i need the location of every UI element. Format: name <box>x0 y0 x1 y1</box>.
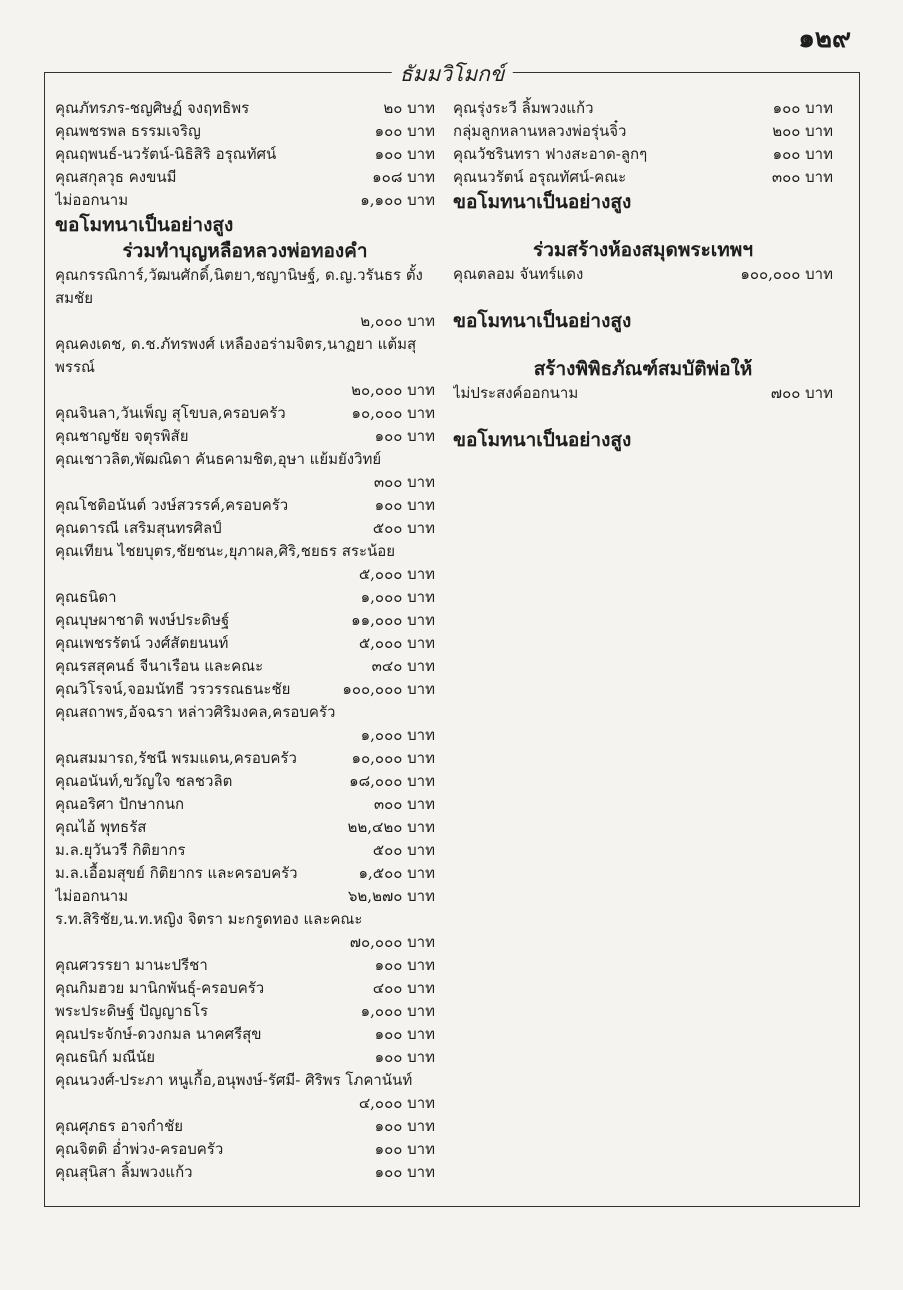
page-number: ๑๒๙ <box>798 24 851 54</box>
donor-name: ไม่ประสงค์ออกนาม <box>453 384 579 402</box>
donor-name: คุณบุษผาชาติ พงษ์ประดิษฐ์ <box>55 611 230 629</box>
donor-entry <box>453 382 833 405</box>
donor-amount: ๑๐,๐๐๐ บาท <box>351 404 435 422</box>
section-title: ร่วมทำบุญหลือหลวงพ่อทองคำ <box>122 240 368 262</box>
donor-name: คุณเทียน ไชยบุตร,ชัยชนะ,ยุภาผล,ศิริ,ชยธร สระน้อย <box>55 542 396 560</box>
donor-entry <box>55 333 435 402</box>
donor-amount: ๑๐๐ บาท <box>374 145 435 163</box>
donor-amount: ๑๐๐ บาท <box>374 1140 435 1158</box>
thanks-heading: ขอโมทนาเป็นอย่างสูง <box>55 214 234 236</box>
donor-entry <box>55 747 435 770</box>
donor-name: คุณตลอม จันทร์แดง <box>453 265 584 283</box>
left-donor-list <box>55 264 435 1184</box>
donor-name: กลุ่มลูกหลานหลวงพ่อรุ่นจิ๋ว <box>453 122 627 140</box>
donor-amount: ๗๐๐ บาท <box>770 384 833 402</box>
donor-amount: ๕,๐๐๐ บาท <box>358 634 435 652</box>
donor-name: ม.ล.เอื้อมสุขย์ กิติยากร และครอบครัว <box>55 864 298 882</box>
donor-entry <box>55 632 435 655</box>
donor-amount: ๑๐๐,๐๐๐ บาท <box>740 265 833 283</box>
donor-amount: ๔,๐๐๐ บาท <box>358 1094 435 1112</box>
donor-entry <box>55 793 435 816</box>
donor-entry <box>55 1115 435 1138</box>
donor-name: ร.ท.สิริชัย,น.ท.หญิง จิตรา มะกรูดทอง และคณะ <box>55 910 363 928</box>
donor-amount: ๑๐๐ บาท <box>374 1117 435 1135</box>
left-column <box>55 97 435 1184</box>
donor-name: คุณกิมฮวย มานิกพันธุ์-ครอบครัว <box>55 979 265 997</box>
donor-entry <box>55 678 435 701</box>
donor-entry <box>55 1046 435 1069</box>
donor-amount: ๑๐๐ บาท <box>374 122 435 140</box>
donor-name: คุณสุนิสา ลิ้มพวงแก้ว <box>55 1163 193 1181</box>
donor-amount: ๑,๐๐๐ บาท <box>360 726 435 744</box>
donor-name: คุณนวงศ์-ประภา หนูเกื้อ,อนุพงษ์-รัศมี- ศิริพร โภคานันท์ <box>55 1071 413 1089</box>
donor-entry <box>55 586 435 609</box>
donor-amount: ๑,๕๐๐ บาท <box>358 864 435 882</box>
donor-name: คุณรุ่งระวี ลิ้มพวงแก้ว <box>453 99 594 117</box>
donor-entry <box>55 770 435 793</box>
donor-amount: ๔๐๐ บาท <box>372 979 435 997</box>
donor-entry <box>55 701 435 747</box>
donor-amount: ๑๘,๐๐๐ บาท <box>349 772 435 790</box>
donor-name: คุณดารณี เสริมสุนทรศิลป์ <box>55 519 222 537</box>
donor-amount: ๑๐๐,๐๐๐ บาท <box>342 680 435 698</box>
donor-entry <box>55 885 435 908</box>
donor-name: คุณภัทรภร-ชญศิษฏ์ จงฤทธิพร <box>55 99 250 117</box>
donor-entry <box>55 540 435 586</box>
donor-name: คุณจินลา,วันเพ็ญ สุโขบล,ครอบครัว <box>55 404 286 422</box>
donor-name: คุณประจักษ์-ดวงกมล นาคศรีสุข <box>55 1025 262 1043</box>
donor-entry <box>55 402 435 425</box>
donor-amount: ๑,๑๐๐ บาท <box>360 191 435 209</box>
donor-entry <box>453 263 833 286</box>
donor-entry <box>55 977 435 1000</box>
donor-amount: ๑๐๐ บาท <box>374 427 435 445</box>
donor-name: คุณไอ้ พุทธรัส <box>55 818 147 836</box>
donor-amount: ๓๐๐ บาท <box>373 795 435 813</box>
donor-amount: ๒๒,๔๒๐ บาท <box>347 818 435 836</box>
donor-name: คุณสถาพร,อัจฉรา หล่าวศิริมงคล,ครอบครัว <box>55 703 336 721</box>
donor-amount: ๒๐,๐๐๐ บาท <box>351 381 435 399</box>
thanks-heading: ขอโมทนาเป็นอย่างสูง <box>453 310 632 332</box>
donor-name: คุณรสสุคนธ์ จีนาเรือน และคณะ <box>55 657 264 675</box>
donor-list-frame <box>44 62 860 1207</box>
donor-name: คุณศุภธร อาจกำชัย <box>55 1117 184 1135</box>
donor-entry <box>55 1138 435 1161</box>
donor-name: คุณนวรัตน์ อรุณทัศน์-คณะ <box>453 168 627 186</box>
donor-name: คุณศวรรยา มานะปรีชา <box>55 956 208 974</box>
donor-entry <box>55 120 435 143</box>
donor-amount: ๑,๐๐๐ บาท <box>360 1002 435 1020</box>
donor-amount: ๑,๐๐๐ บาท <box>360 588 435 606</box>
donor-amount: ๖๒,๒๗๐ บาท <box>347 887 435 905</box>
donor-entry <box>55 425 435 448</box>
donor-name: คุณกรรณิการ์,วัฒนศักดิ์,นิตยา,ชญานิษฐ์, ด.ญ.วรันธร ตั้งสมชัย <box>55 266 423 307</box>
donor-entry <box>55 517 435 540</box>
donor-entry <box>55 862 435 885</box>
donor-entry <box>55 954 435 977</box>
donor-entry <box>55 264 435 333</box>
donor-name: คุณอนันท์,ขวัญใจ ชลชวลิต <box>55 772 233 790</box>
donor-amount: ๒๐๐ บาท <box>772 122 833 140</box>
donor-name: คุณเชาวลิต,พัฒณิดา คันธคามชิต,อุษา แย้มยังวิทย์ <box>55 450 382 468</box>
donor-amount: ๑๑,๐๐๐ บาท <box>351 611 435 629</box>
donor-amount: ๓๐๐ บาท <box>373 473 435 491</box>
donor-amount: ๑๐๐ บาท <box>772 99 833 117</box>
donor-amount: ๑๐๐ บาท <box>772 145 833 163</box>
right-column <box>453 97 833 453</box>
donor-amount: ๓๔๐ บาท <box>371 657 435 675</box>
donor-amount: ๓๐๐ บาท <box>771 168 833 186</box>
donor-name: คุณฤพนธ์-นวรัตน์-นิธิสิริ อรุณทัศน์ <box>55 145 277 163</box>
donor-amount: ๕๐๐ บาท <box>372 519 435 537</box>
donor-entry <box>55 655 435 678</box>
donor-amount: ๑๐๐ บาท <box>374 1048 435 1066</box>
donor-entry <box>55 1069 435 1115</box>
donor-amount: ๗๐,๐๐๐ บาท <box>349 933 435 951</box>
donor-name: คุณจิตติ อ่ำพ่วง-ครอบครัว <box>55 1140 224 1158</box>
donor-name: ไม่ออกนาม <box>55 191 129 209</box>
donor-entry <box>55 97 435 120</box>
section-title: ร่วมสร้างห้องสมุดพระเทพฯ <box>533 239 753 261</box>
donor-entry <box>453 120 833 143</box>
section-title: สร้างพิพิธภัณฑ์สมบัติพ่อให้ <box>533 358 753 380</box>
donor-entry <box>55 1000 435 1023</box>
donor-name: คุณอริศา ปักษากนก <box>55 795 185 813</box>
donor-entry <box>55 908 435 954</box>
donor-entry <box>55 143 435 166</box>
donor-amount: ๕๐๐ บาท <box>372 841 435 859</box>
donor-name: คุณวัชรินทรา ฟางสะอาด-ลูกๆ <box>453 145 648 163</box>
donor-amount: ๑๐๘ บาท <box>372 168 435 186</box>
donor-amount: ๑๐๐ บาท <box>374 1025 435 1043</box>
thanks-heading: ขอโมทนาเป็นอย่างสูง <box>453 429 632 451</box>
donor-entry <box>55 839 435 862</box>
donor-entry <box>55 1023 435 1046</box>
donor-amount: ๑๐๐ บาท <box>374 1163 435 1181</box>
donor-name: คุณธนิก์ มณีนัย <box>55 1048 156 1066</box>
donor-amount: ๑๐๐ บาท <box>374 956 435 974</box>
donor-name: คุณธนิดา <box>55 588 117 606</box>
donor-entry <box>55 448 435 494</box>
donor-name: คุณคงเดช, ด.ช.ภัทรพงศ์ เหลืองอร่ามจิตร,นาฏยา แต้มสุพรรณ์ <box>55 335 417 376</box>
donor-entry <box>55 189 435 212</box>
donor-entry <box>453 166 833 189</box>
donor-entry <box>55 166 435 189</box>
donor-entry <box>55 609 435 632</box>
donor-name: ม.ล.ยุวันวรี กิติยากร <box>55 841 186 859</box>
donor-amount: ๒๐ บาท <box>383 99 435 117</box>
donor-name: ไม่ออกนาม <box>55 887 129 905</box>
donor-name: คุณสมมารถ,รัชนี พรมแดน,ครอบครัว <box>55 749 297 767</box>
donor-name: คุณชาญชัย จตุรพิสัย <box>55 427 189 445</box>
thanks-heading: ขอโมทนาเป็นอย่างสูง <box>453 191 632 213</box>
donor-entry <box>453 97 833 120</box>
donor-entry <box>55 1161 435 1184</box>
right-top-donors <box>453 97 833 189</box>
donor-name: คุณสกุลวุธ คงขนมี <box>55 168 177 186</box>
donor-entry <box>453 143 833 166</box>
donor-amount: ๕,๐๐๐ บาท <box>358 565 435 583</box>
donor-name: คุณโชติอนันต์ วงษ์สวรรค์,ครอบครัว <box>55 496 289 514</box>
donor-name: คุณพชรพล ธรรมเจริญ <box>55 122 201 140</box>
donor-name: คุณวิโรจน์,จอมนัทธี วรวรรณธนะชัย <box>55 680 291 698</box>
donor-amount: ๑๐๐ บาท <box>374 496 435 514</box>
donor-name: พระประดิษฐ์ ปัญญาธโร <box>55 1002 209 1020</box>
donor-entry <box>55 494 435 517</box>
donor-amount: ๑๐,๐๐๐ บาท <box>351 749 435 767</box>
header-title: ธัมมวิโมกข์ <box>392 58 513 91</box>
donor-amount: ๒,๐๐๐ บาท <box>360 312 435 330</box>
left-top-donors <box>55 97 435 212</box>
donor-entry <box>55 816 435 839</box>
donor-name: คุณเพชรรัตน์ วงศ์สัตยนนท์ <box>55 634 229 652</box>
